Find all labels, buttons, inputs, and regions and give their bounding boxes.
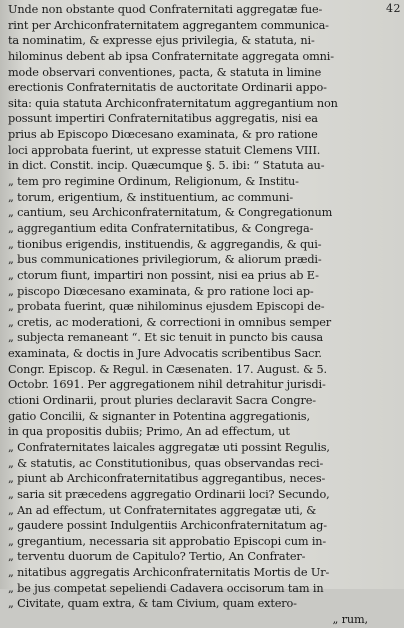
text-line: „ gaudere possint Indulgentiis Archiconfraternitatum ag- (8, 519, 327, 533)
text-line: „ cantium, seu Archiconfraternitatum, & Congregationum (8, 206, 333, 220)
text-line: „ nitatibus aggregatis Archiconfraternitatis Mortis de Ur- (8, 566, 330, 580)
text-line: ta nominatim, & expresse ejus privilegia, & statuta, ni- (8, 34, 315, 48)
text-line: „ ctorum fiunt, impartiri non possint, nisi ea prius ab E- (8, 268, 319, 282)
text-line: mode observari conventiones, pacta, & statuta in limine (8, 65, 322, 79)
text-line: sita: quia statuta Archiconfraternitatum aggregantium non (8, 96, 338, 110)
text-line: „ be jus competat sepeliendi Cadavera occisorum tam in (8, 581, 324, 595)
text-line: „ piscopo Diœcesano examinata, & pro ratione loci ap- (8, 284, 314, 298)
text-line: „ terventu duorum de Capitulo? Tertio, An Confrater- (8, 550, 306, 564)
text-line: „ Civitate, quam extra, & tam Civium, quam extero- (8, 597, 297, 611)
text-line: „ bus communicationes privilegiorum, & aliorum prædi- (8, 253, 322, 267)
text-line: „ An ad effectum, ut Confraternitates aggregatæ uti, & (8, 503, 317, 517)
text-line: gatio Concilii, & signanter in Potentina aggregationis, (8, 409, 310, 423)
text-line: „ subjecta remaneant “. Et sic tenuit in puncto bis causa (8, 331, 324, 345)
text-line: „ piunt ab Archiconfraternitatibus aggregantibus, neces- (8, 472, 326, 486)
text-line: „ cretis, ac moderationi, & correctioni in omnibus semper (8, 315, 331, 329)
text-line: „ tionibus erigendis, instituendis, & aggregandis, & qui- (8, 237, 322, 251)
text-line: ctioni Ordinarii, prout pluries declaravit Sacra Congre- (8, 394, 316, 408)
text-line-catchword: „ rum, (332, 612, 368, 626)
text-line: Congr. Episcop. & Regul. in Cæsenaten. 17. August. & 5. (8, 362, 327, 376)
text-line: examinata, & doctis in Jure Advocatis scribentibus Sacr. (8, 347, 322, 361)
text-line: prius ab Episcopo Diœcesano examinata, & pro ratione (8, 128, 318, 142)
text-line: rint per Archiconfraternitatem aggregantem communica- (8, 18, 329, 32)
text-line: „ Confraternitates laicales aggregatæ uti possint Regulis, (8, 440, 330, 454)
text-line: Unde non obstante quod Confraternitati aggregatæ fue- (8, 3, 323, 16)
text-line: loci approbata fuerint, ut expresse statuit Clemens VIII. (8, 143, 321, 157)
body-text (8, 2, 388, 628)
text-line: possunt impertiri Confraternitatibus aggregatis, nisi ea (8, 112, 318, 126)
text-line: „ tem pro regimine Ordinum, Religionum, & Institu- (8, 175, 299, 189)
text-line: „ saria sit præcedens aggregatio Ordinarii loci? Secundo, (8, 487, 330, 501)
text-line: erectionis Confraternitatis de auctoritate Ordinarii appo- (8, 81, 327, 95)
text-line: „ torum, erigentium, & instituentium, ac communi- (8, 190, 293, 204)
text-line: „ probata fuerint, quæ nihilominus ejusdem Episcopi de- (8, 300, 325, 314)
text-line: „ gregantium, necessaria sit approbatio Episcopi cum in- (8, 534, 327, 548)
text-line: Octobr. 1691. Per aggregationem nihil detrahitur jurisdi- (8, 378, 326, 392)
text-line: „ & statutis, ac Constitutionibus, quas observandas reci- (8, 456, 324, 470)
text-line: in dict. Constit. incip. Quæcumque §. 5. ibi: “ Statuta au- (8, 159, 325, 173)
text-line: in qua propositis dubiis; Primo, An ad effectum, ut (8, 425, 290, 439)
text-line: hilominus debent ab ipsa Confraternitate aggregata omni- (8, 49, 334, 63)
page-number: 42 (386, 2, 401, 15)
text-line: „ aggregantium edita Confraternitatibus, & Congrega- (8, 221, 314, 235)
